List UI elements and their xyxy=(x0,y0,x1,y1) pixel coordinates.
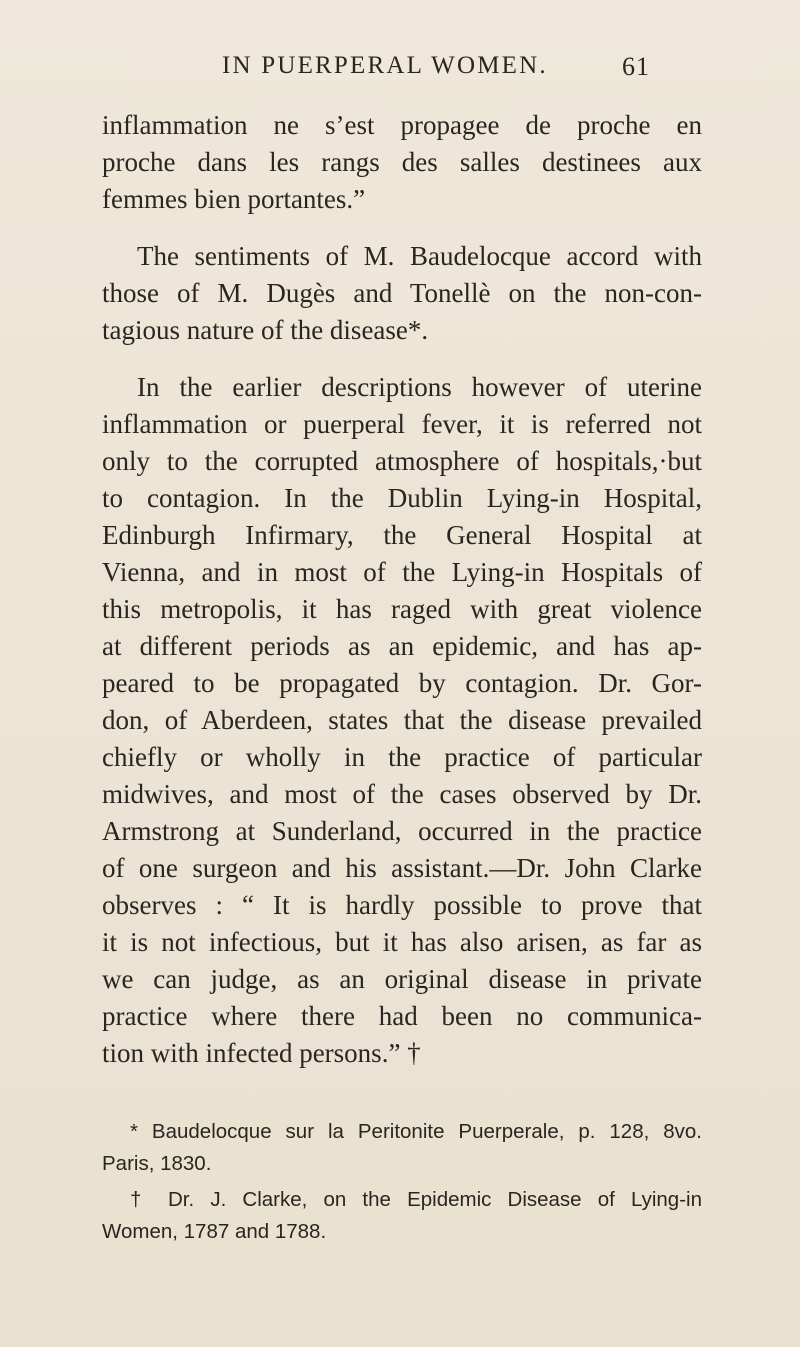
text-line: tagious nature of the disease*. xyxy=(102,315,429,345)
paragraph-1 xyxy=(102,107,702,218)
text-line: observes : “ It is hardly possible to prove that xyxy=(102,890,702,920)
text-line: don, of Aberdeen, states that the disease prevailed xyxy=(102,705,702,735)
text-line: femmes bien portantes.” xyxy=(102,184,366,214)
text-line: proche dans les rangs des salles destinees aux xyxy=(102,147,702,177)
paragraph-2 xyxy=(102,238,702,349)
text-line: it is not infectious, but it has also arisen, as far as xyxy=(102,927,702,957)
text-line: chiefly or wholly in the practice of particular xyxy=(102,742,702,772)
text-line: tion with infected persons.” † xyxy=(102,1038,421,1068)
text-line: peared to be propagated by contagion. Dr. Gor- xyxy=(102,668,702,698)
footnote-line: † Dr. J. Clarke, on the Epidemic Disease of Lying-in xyxy=(130,1188,702,1211)
text-line: In the earlier descriptions however of uterine xyxy=(137,372,702,402)
footnote-1 xyxy=(102,1116,702,1180)
text-line: Vienna, and in most of the Lying-in Hospitals of xyxy=(102,557,702,587)
text-line: inflammation ne s’est propagee de proche en xyxy=(102,110,702,140)
text-line: those of M. Dugès and Tonellè on the non-con- xyxy=(102,278,702,308)
paragraph-3 xyxy=(102,369,702,1072)
text-line: Armstrong at Sunderland, occurred in the practice xyxy=(102,816,702,846)
footnote-line: Women, 1787 and 1788. xyxy=(102,1220,327,1243)
text-line: only to the corrupted atmosphere of hospitals,·but xyxy=(102,446,702,476)
text-line: practice where there had been no communica- xyxy=(102,1001,702,1031)
text-line: The sentiments of M. Baudelocque accord with xyxy=(137,241,702,271)
text-line: inflammation or puerperal fever, it is referred not xyxy=(102,409,702,439)
text-line: we can judge, as an original disease in private xyxy=(102,964,702,994)
page-number: 61 xyxy=(622,52,650,81)
paragraph-gap xyxy=(102,349,702,369)
paragraph-gap xyxy=(102,218,702,238)
text-line: to contagion. In the Dublin Lying-in Hospital, xyxy=(102,483,702,513)
footnote-line: Paris, 1830. xyxy=(102,1152,212,1175)
text-line: Edinburgh Infirmary, the General Hospital at xyxy=(102,520,702,550)
footnotes xyxy=(102,1116,702,1248)
text-line: this metropolis, it has raged with great violence xyxy=(102,594,702,624)
running-head xyxy=(0,52,800,92)
text-line: of one surgeon and his assistant.—Dr. John Clarke xyxy=(102,853,702,883)
text-line: at different periods as an epidemic, and has ap- xyxy=(102,631,702,661)
footnote-line: * Baudelocque sur la Peritonite Puerperale, p. 128, 8vo. xyxy=(130,1120,702,1143)
body-text xyxy=(102,107,702,1072)
text-line: midwives, and most of the cases observed by Dr. xyxy=(102,779,702,809)
running-title: IN PUERPERAL WOMEN. xyxy=(222,52,548,79)
footnote-2 xyxy=(102,1184,702,1248)
